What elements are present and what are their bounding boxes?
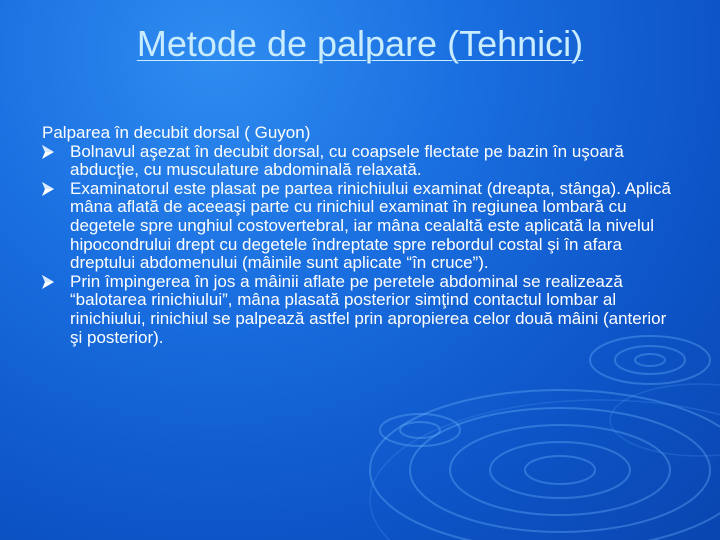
intro-line: Palparea în decubit dorsal ( Guyon) (42, 123, 311, 142)
slide-body (42, 124, 682, 347)
bullet-item (42, 180, 682, 273)
slide-title: Metode de palpare (Tehnici) (136, 23, 584, 64)
bullet-item (42, 273, 682, 347)
arrowhead-bullet-icon (42, 182, 54, 196)
bullet-text: Bolnavul aşezat în decubit dorsal, cu coapsele flectate pe bazin în uşoară abducţie, cu musculature abdominală relaxată. (70, 141, 624, 180)
arrowhead-bullet-icon (42, 145, 54, 159)
bullet-list (42, 143, 682, 348)
bullet-text: Examinatorul este plasat pe partea rinichiului examinat (dreapta, stânga). Aplică mâna aflată de aceeaşi parte cu rinichiul examinat în regiunea lombară cu degetele spre unghiul costovertebral, iar mâna cealaltă este aplicată la nivelul hipocondrului drept cu degetele îndreptate spre rebordul costal şi în afara dreptului abdomenului (mâinile sunt aplicate “în cruce”). (70, 178, 672, 273)
bullet-item (42, 143, 682, 180)
bullet-text: Prin împingerea în jos a mâinii aflate pe peretele abdominal se realizează “balotarea rinichiului”, mâna plasată posterior simţind contactul lombar al rinichiului, rinichiul se palpează astfel prin apropierea celor două mâini (anterior şi posterior). (70, 271, 667, 347)
arrowhead-bullet-icon (42, 275, 54, 289)
